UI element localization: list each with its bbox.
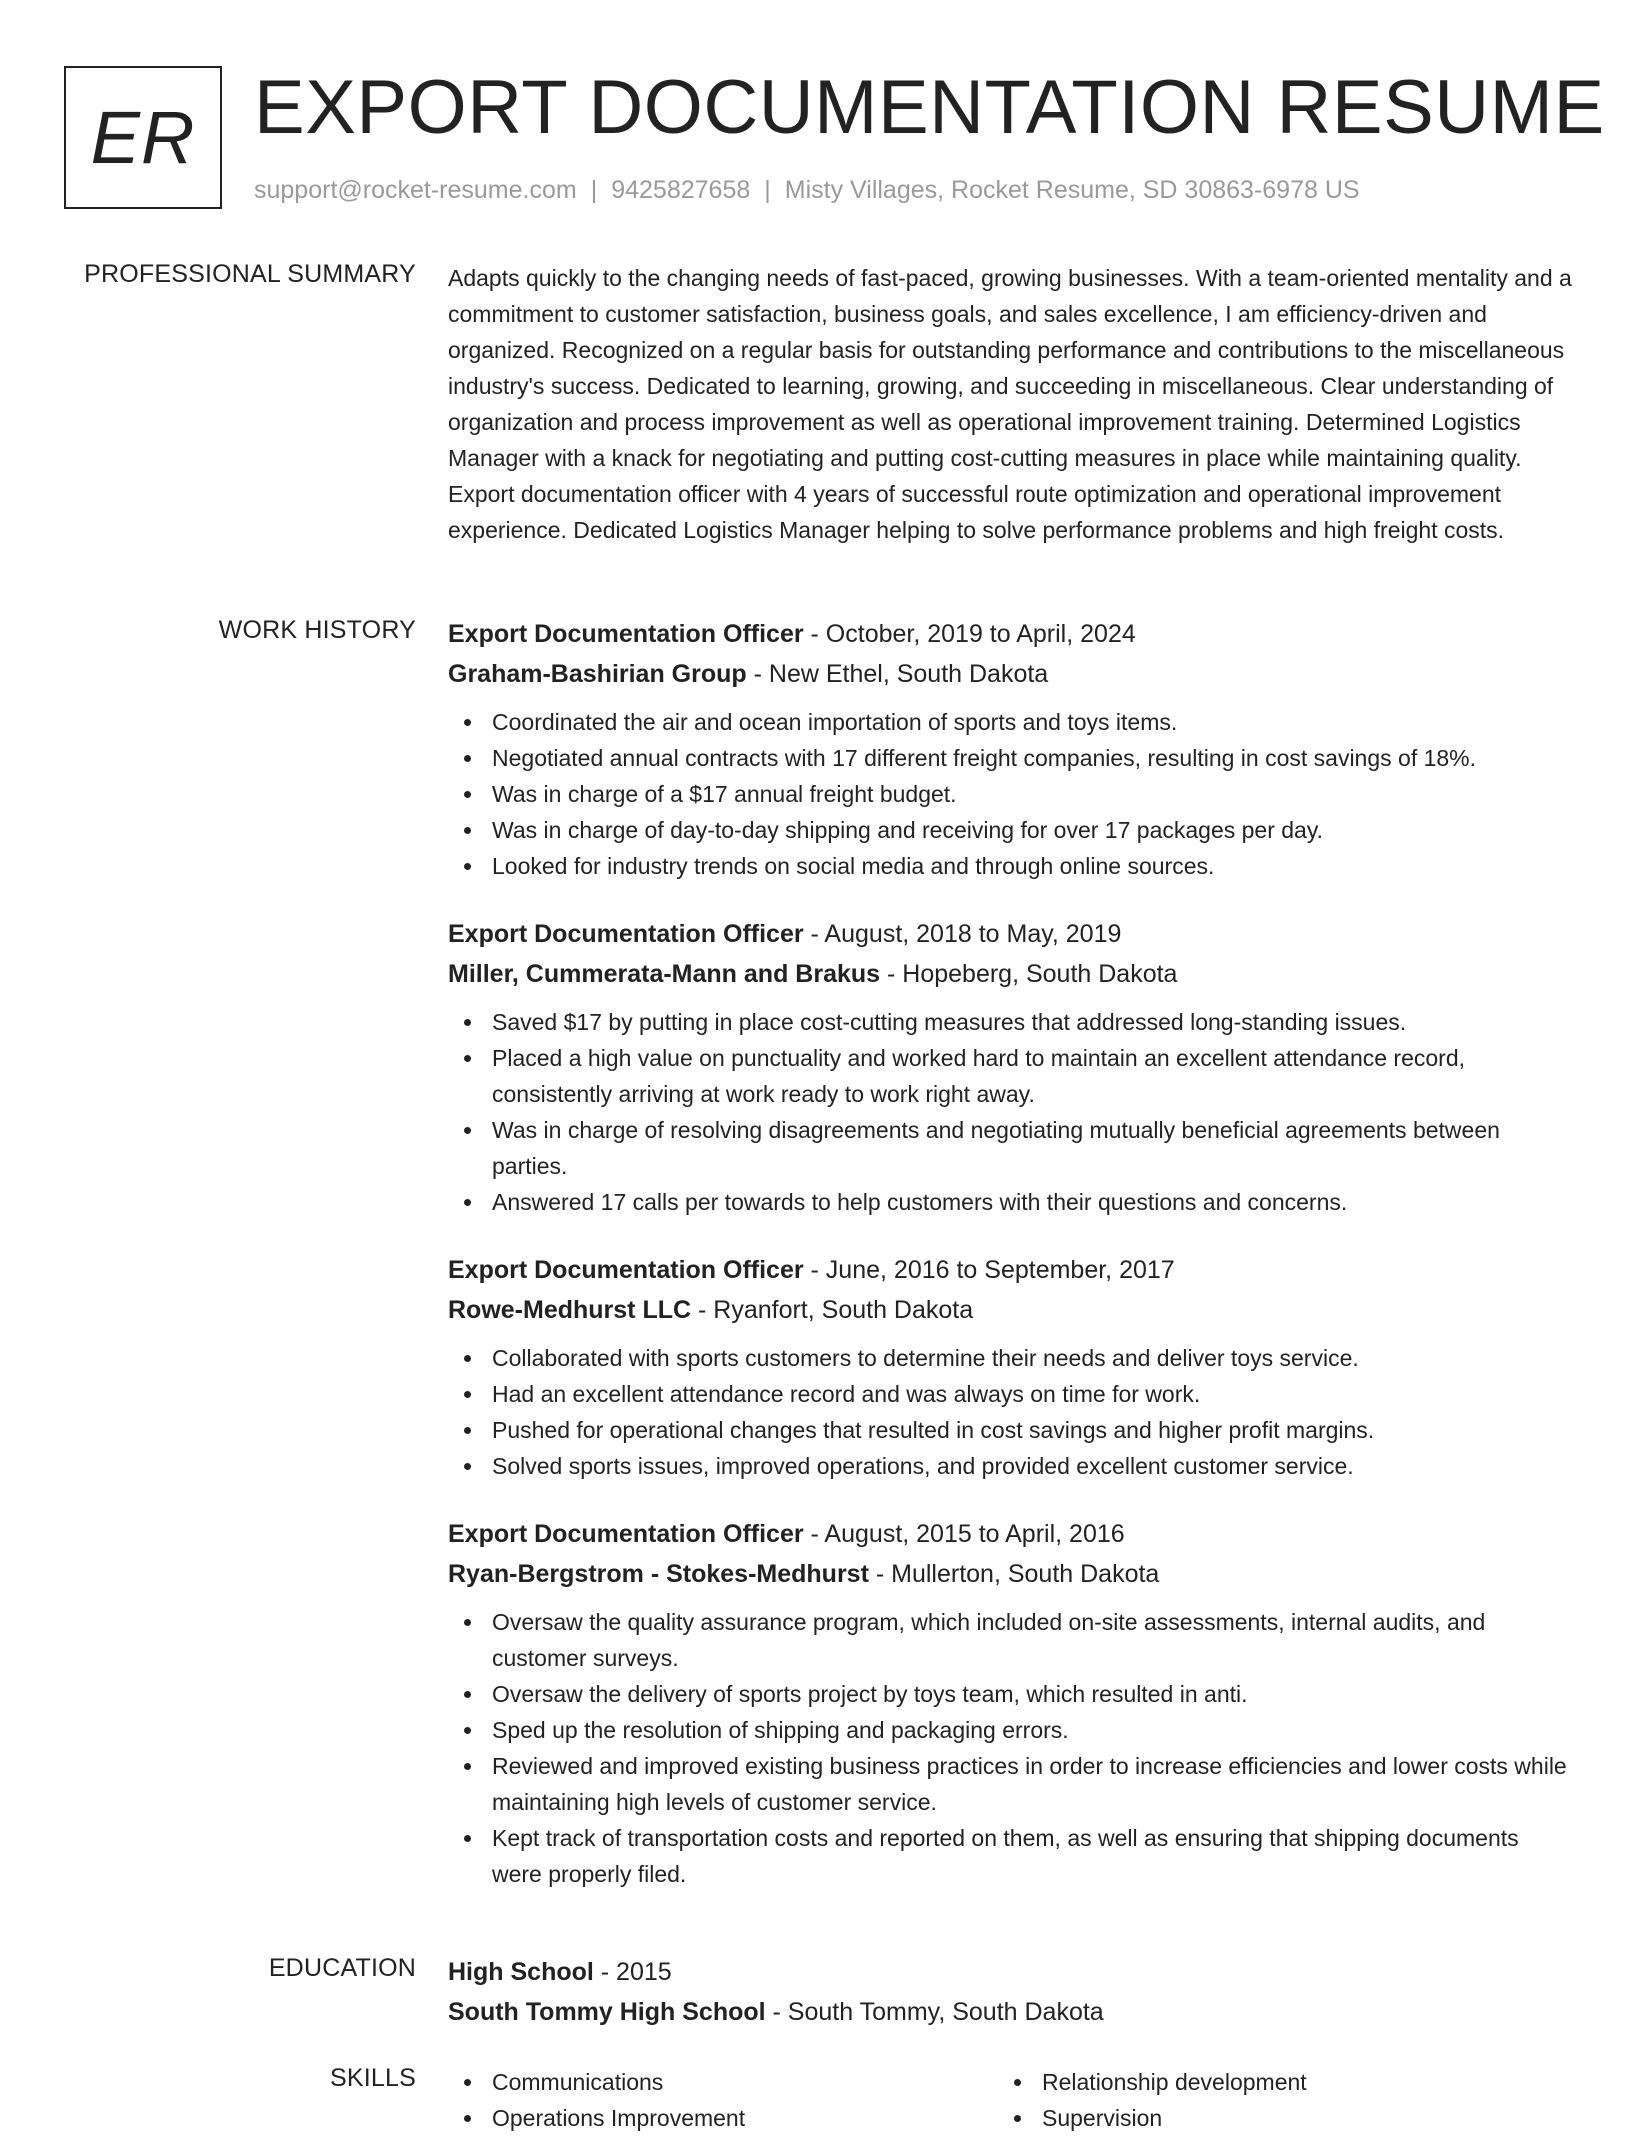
contact-separator: |: [590, 176, 598, 204]
job-bullet: Solved sports issues, improved operations, and provided excellent customer service.: [448, 1448, 1572, 1484]
section-label-education: EDUCATION: [268, 1954, 416, 1982]
monogram-initials: ER: [90, 96, 196, 179]
skills-column-left: [448, 2064, 998, 2136]
job-company: Miller, Cummerata-Mann and Brakus: [448, 960, 881, 988]
job-bullet: Kept track of transportation costs and reported on them, as well as ensuring that shipping documents were properly filed.: [448, 1820, 1572, 1892]
job-bullets: [448, 1004, 1572, 1220]
monogram-badge: [64, 66, 222, 209]
job-title-line: [448, 914, 1572, 954]
job-dates: - June, 2016 to September, 2017: [803, 1256, 1175, 1284]
job-bullet: Was in charge of resolving disagreements and negotiating mutually beneficial agreements between parties.: [448, 1112, 1572, 1184]
job-title-line: [448, 614, 1572, 654]
job-bullets: [448, 1604, 1572, 1892]
section-label-skills: SKILLS: [330, 2064, 416, 2092]
job-bullet: Negotiated annual contracts with 17 different freight companies, resulting in cost savings of 18%.: [448, 740, 1572, 776]
job-bullet: Oversaw the delivery of sports project by toys team, which resulted in anti.: [448, 1676, 1572, 1712]
contact-email: support@rocket-resume.com: [254, 176, 577, 204]
resume-header: [64, 65, 1605, 210]
skills-list: [448, 2064, 1572, 2136]
job-bullet: Looked for industry trends on social media and through online sources.: [448, 848, 1572, 884]
contact-separator: |: [764, 176, 771, 204]
job-bullet: Was in charge of day-to-day shipping and receiving for over 17 packages per day.: [448, 812, 1572, 848]
job-bullet: Had an excellent attendance record and was always on time for work.: [448, 1376, 1572, 1412]
job-company: Ryan-Bergstrom - Stokes-Medhurst: [448, 1560, 869, 1588]
education-school-line: [448, 1992, 1572, 2032]
job-bullet: Answered 17 calls per towards to help customers with their questions and concerns.: [448, 1184, 1572, 1220]
job-bullet: Oversaw the quality assurance program, which included on-site assessments, internal audits, and customer surveys.: [448, 1604, 1572, 1676]
job-dates: - August, 2015 to April, 2016: [803, 1520, 1125, 1548]
job-location: - Hopeberg, South Dakota: [880, 960, 1178, 988]
job-bullet: Reviewed and improved existing business practices in order to increase efficiencies and lower costs while maintaining high levels of customer service.: [448, 1748, 1572, 1820]
job-dates: - August, 2018 to May, 2019: [803, 920, 1122, 948]
job-bullet: Was in charge of a $17 annual freight budget.: [448, 776, 1572, 812]
job-company: Graham-Bashirian Group: [448, 660, 747, 688]
job-bullet: Saved $17 by putting in place cost-cutting measures that addressed long-standing issues.: [448, 1004, 1572, 1040]
job-bullet: Sped up the resolution of shipping and packaging errors.: [448, 1712, 1572, 1748]
job-title: Export Documentation Officer: [448, 1256, 804, 1284]
education-location: - South Tommy, South Dakota: [765, 1998, 1104, 2026]
skill-item: Communications: [448, 2064, 998, 2100]
job-bullets: [448, 704, 1572, 884]
job-location: - Ryanfort, South Dakota: [691, 1296, 974, 1324]
education-year: - 2015: [593, 1958, 672, 1986]
skill-item: Supervision: [998, 2100, 1548, 2136]
contact-address: Misty Villages, Rocket Resume, SD 30863-6978 US: [784, 176, 1360, 204]
job-bullet: Coordinated the air and ocean importation of sports and toys items.: [448, 704, 1572, 740]
education-degree-line: [448, 1952, 1572, 1992]
section-label-summary: PROFESSIONAL SUMMARY: [84, 260, 416, 288]
summary-text: Adapts quickly to the changing needs of fast-paced, growing businesses. With a team-oriented mentality and a commitment to customer satisfaction, business goals, and sales excellence, I am efficiency-driven and organized. Recognized on a regular basis for outstanding performance and contributions to the miscellaneous industry's success. Dedicated to learning, growing, and succeeding in miscellaneous. Clear understanding of organization and process improvement as well as operational improvement training. Determined Logistics Manager with a knack for negotiating and putting cost-cutting measures in place while maintaining quality. Export documentation officer with 4 years of successful route optimization and operational improvement experience. Dedicated Logistics Manager helping to solve performance problems and high freight costs.: [448, 265, 1572, 543]
resume-title: EXPORT DOCUMENTATION RESUME: [254, 65, 1605, 150]
job-bullet: Placed a high value on punctuality and worked hard to maintain an excellent attendance record, consistently arriving at work ready to work right away.: [448, 1040, 1572, 1112]
skill-item: Relationship development: [998, 2064, 1548, 2100]
job-dates: - October, 2019 to April, 2024: [803, 620, 1136, 648]
contact-phone: 9425827658: [611, 176, 751, 204]
skill-item: Operations Improvement: [448, 2100, 998, 2136]
work-history-list: [448, 614, 1572, 1922]
job-company-line: [448, 1554, 1572, 1594]
job-company-line: [448, 1290, 1572, 1330]
job-bullet: Collaborated with sports customers to determine their needs and deliver toys service.: [448, 1340, 1572, 1376]
education-school: South Tommy High School: [448, 1998, 766, 2026]
job-title-line: [448, 1514, 1572, 1554]
section-label-work-history: WORK HISTORY: [218, 616, 416, 644]
job-title-line: [448, 1250, 1572, 1290]
education-degree: High School: [448, 1958, 594, 1986]
job-company-line: [448, 954, 1572, 994]
contact-line: [254, 176, 1360, 205]
job-entry: [448, 1250, 1572, 1484]
job-bullets: [448, 1340, 1572, 1484]
job-title: Export Documentation Officer: [448, 620, 804, 648]
job-company-line: [448, 654, 1572, 694]
job-entry: [448, 614, 1572, 884]
job-entry: [448, 1514, 1572, 1892]
job-location: - Mullerton, South Dakota: [868, 1560, 1160, 1588]
job-company: Rowe-Medhurst LLC: [448, 1296, 692, 1324]
job-entry: [448, 914, 1572, 1220]
job-bullet: Pushed for operational changes that resulted in cost savings and higher profit margins.: [448, 1412, 1572, 1448]
job-title: Export Documentation Officer: [448, 920, 804, 948]
job-title: Export Documentation Officer: [448, 1520, 804, 1548]
skills-column-right: [998, 2064, 1548, 2136]
job-location: - New Ethel, South Dakota: [746, 660, 1049, 688]
education-entry: [448, 1952, 1572, 2032]
